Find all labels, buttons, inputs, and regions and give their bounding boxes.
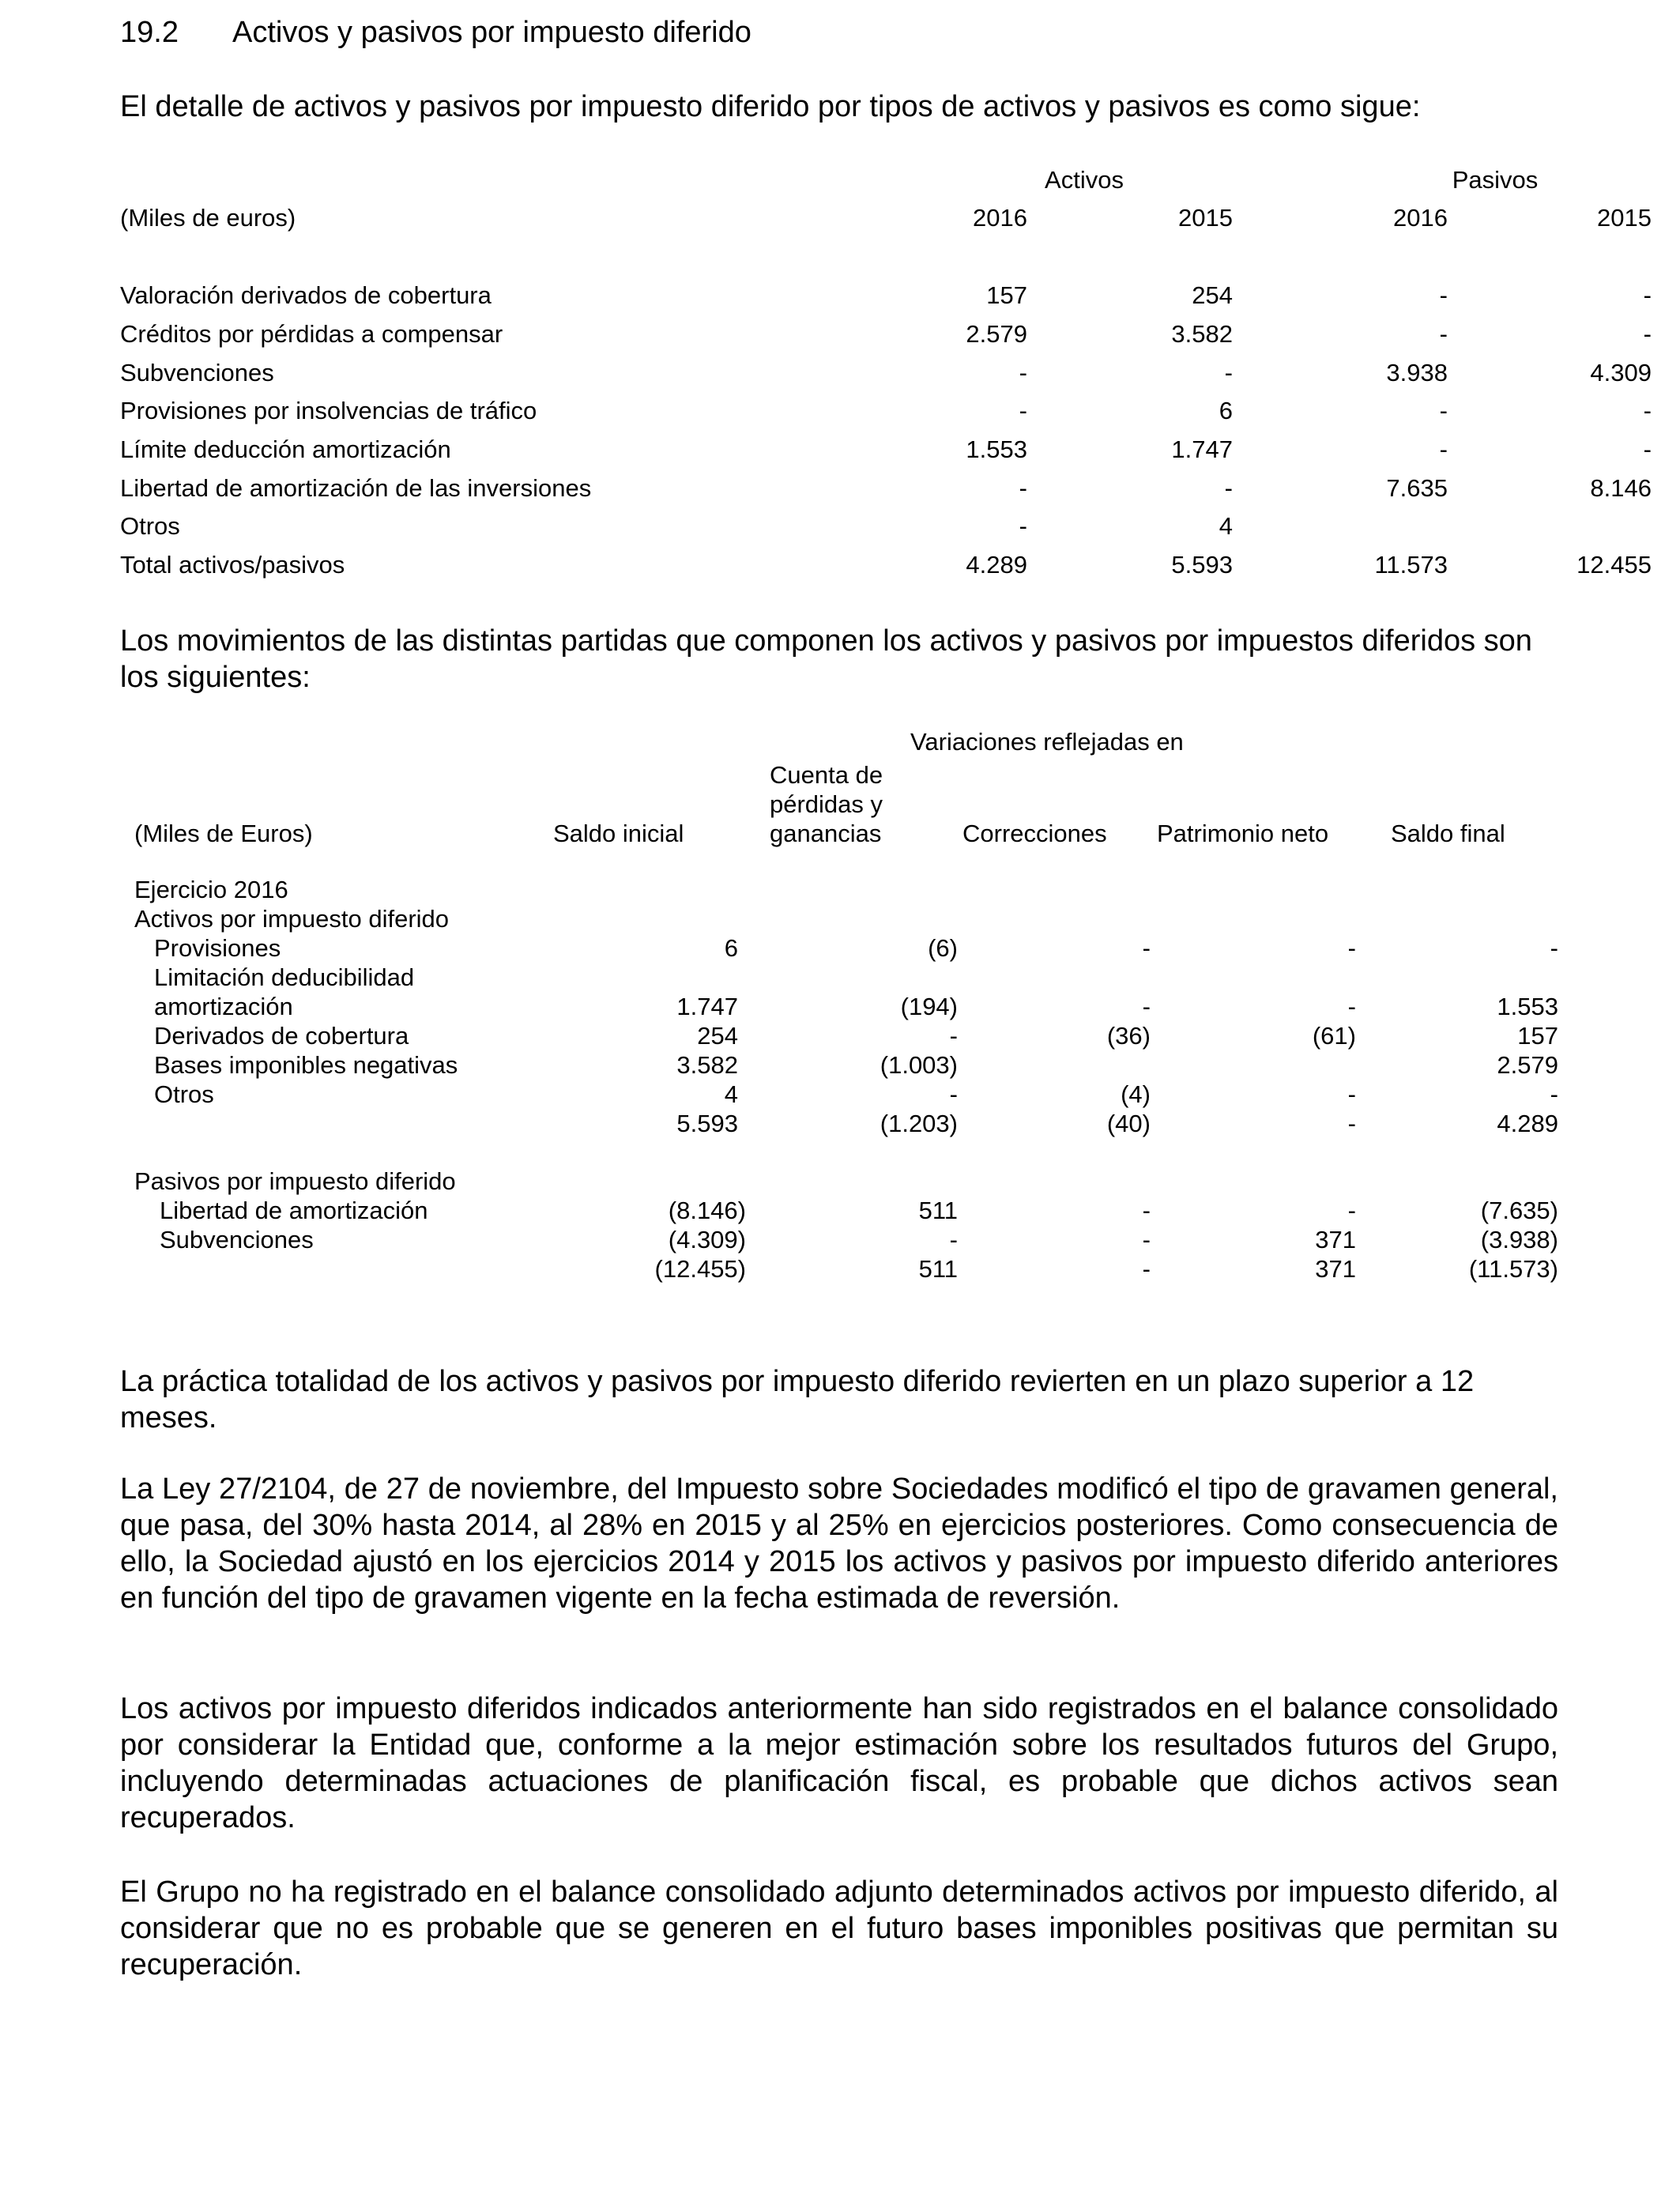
table2-cell: - — [1142, 934, 1151, 962]
table1-cell: - — [1439, 320, 1448, 348]
table1-row-label: Créditos por pérdidas a compensar — [120, 320, 503, 348]
table1-cell: 7.635 — [1386, 474, 1448, 502]
table1-row-label: Valoración derivados de cobertura — [120, 281, 492, 309]
table1-cell: - — [1439, 281, 1448, 309]
body-paragraph: El Grupo no ha registrado en el balance consolidado adjunto determinados activos por impuesto diferido, al considerar que no es probable que se generen en el futuro bases imponibles positivas que permitan su recuperación. — [120, 1875, 1558, 1981]
table2-cell: (7.635) — [1480, 1197, 1558, 1224]
table2-cell: - — [1142, 1226, 1151, 1253]
table2-cell: 4 — [724, 1080, 738, 1108]
table1-cell: 11.573 — [1374, 551, 1448, 579]
table1-cell: 8.146 — [1590, 474, 1652, 502]
table1-cell: 1.747 — [1171, 435, 1233, 463]
table2-pasivos-title: Pasivos por impuesto diferido — [134, 1167, 456, 1195]
table2-col-saldo-final: Saldo final — [1391, 820, 1505, 847]
table2-cell: - — [1142, 1197, 1151, 1224]
table1-cell: - — [1643, 281, 1652, 309]
table1-row — [120, 474, 1652, 506]
table1-cell: - — [1019, 512, 1027, 540]
table1-cell: 4.289 — [966, 551, 1027, 579]
table2-activos-title: Activos por impuesto diferido — [134, 905, 450, 933]
table2-row-label: Provisiones — [154, 934, 281, 962]
table1-row-label: Total activos/pasivos — [120, 551, 345, 579]
table1-unit-label: (Miles de euros) — [120, 204, 296, 232]
table2-variations-header: Variaciones reflejadas en — [910, 728, 1184, 756]
table1-cell: - — [1643, 320, 1652, 348]
table2-col-pyg-line1: Cuenta de — [770, 761, 883, 789]
table2-cell: (36) — [1106, 1022, 1151, 1050]
table2-row-label: Limitación deducibilidad — [154, 963, 415, 991]
table2-row-label: Derivados de cobertura — [154, 1022, 409, 1050]
table1-year-header-cell: 2016 — [1393, 204, 1448, 232]
table2-cell: (1.003) — [880, 1051, 958, 1079]
table1-cell: 1.553 — [966, 435, 1027, 463]
table2-cell: - — [1142, 993, 1151, 1020]
table2-activos-total-cell: (1.203) — [880, 1110, 958, 1137]
table1-group-pasivos: Pasivos — [1452, 166, 1539, 194]
table2-col-patrimonio: Patrimonio neto — [1157, 820, 1329, 847]
table1-cell: 3.582 — [1171, 320, 1233, 348]
table1-cell: - — [1643, 435, 1652, 463]
table1-cell: 4.309 — [1590, 359, 1652, 386]
table2-cell: - — [1347, 934, 1356, 962]
table1-row — [120, 359, 1652, 390]
table1-row-label: Subvenciones — [120, 359, 274, 386]
table2-cell: 1.747 — [676, 993, 738, 1020]
table2-col-saldo-inicial: Saldo inicial — [553, 820, 684, 847]
table1-row-label: Libertad de amortización de las inversiones — [120, 474, 592, 502]
table2-pasivos-total-cell: (12.455) — [654, 1255, 746, 1283]
table1-cell: 254 — [1192, 281, 1233, 309]
table2-cell: (6) — [928, 934, 958, 962]
table2-cell: - — [949, 1022, 958, 1050]
table2-pasivos-total-cell: - — [1142, 1255, 1151, 1283]
table2-row-label: Libertad de amortización — [160, 1197, 428, 1224]
table1-cell: - — [1019, 359, 1027, 386]
table2-cell: (8.146) — [668, 1197, 746, 1224]
table2-cell: 1.553 — [1497, 993, 1558, 1020]
section-heading — [120, 16, 751, 50]
table2-cell: - — [1347, 1197, 1356, 1224]
table1-cell: - — [1224, 474, 1233, 502]
table2-cell: 157 — [1517, 1022, 1558, 1050]
table2-cell: (3.938) — [1480, 1226, 1558, 1253]
table1-year-header-cell: 2015 — [1597, 204, 1652, 232]
table2-ejercicio-label: Ejercicio 2016 — [134, 876, 288, 903]
table1-row — [120, 435, 1652, 467]
table2-cell: 6 — [724, 934, 738, 962]
body-paragraph: Los activos por impuesto diferidos indicados anteriormente han sido registrados en el balance consolidado por considerar la Entidad que, conforme a la mejor estimación sobre los resultados futuros del Grupo, incluyendo determinadas actuaciones de planificación fiscal, es probable que dichos activos sean recuperados. — [120, 1692, 1558, 1834]
table1-cell: 4 — [1219, 512, 1233, 540]
table2-activos-total-cell: 5.593 — [676, 1110, 738, 1137]
table1-cell: 157 — [986, 281, 1027, 309]
table2-cell: 511 — [918, 1197, 958, 1224]
table2-row-label-line2: amortización — [154, 993, 293, 1020]
table1-group-activos: Activos — [1045, 166, 1124, 194]
table2-cell: 3.582 — [676, 1051, 738, 1079]
table2-cell: - — [1550, 1080, 1558, 1108]
table1-row — [120, 397, 1652, 428]
table1-cell: 6 — [1219, 397, 1233, 424]
section-number: 19.2 — [120, 16, 179, 49]
table1-row-label: Límite deducción amortización — [120, 435, 451, 463]
table1-total-row — [120, 551, 1652, 582]
body-paragraph: La Ley 27/2104, de 27 de noviembre, del Impuesto sobre Sociedades modificó el tipo de gravamen general, que pasa, del 30% hasta 2014, al 28% en 2015 y al 25% en ejercicios posteriores. Como consecuencia de ello, la Sociedad ajustó en los ejercicios 2014 y 2015 los activos y pasivos por impuesto diferido anteriores en función del tipo de gravamen vigente en la fecha estimada de reversión. — [120, 1472, 1558, 1615]
table2-activos-total-cell: 4.289 — [1497, 1110, 1558, 1137]
table1-year-header-cell: 2016 — [973, 204, 1027, 232]
table1-cell: 5.593 — [1171, 551, 1233, 579]
table2-activos-total-cell: - — [1347, 1110, 1356, 1137]
table1-row — [120, 512, 1558, 544]
table2-col-pyg-line3: ganancias — [770, 820, 882, 847]
table2-cell: (194) — [900, 993, 958, 1020]
table2-cell: 2.579 — [1497, 1051, 1558, 1079]
table2-cell: - — [1347, 1080, 1356, 1108]
table2-cell: 371 — [1315, 1226, 1356, 1253]
table1-row — [120, 320, 1652, 352]
intro-paragraph: El detalle de activos y pasivos por impuesto diferido por tipos de activos y pasivos es como sigue: — [120, 90, 1421, 123]
table2-cell: 254 — [697, 1022, 738, 1050]
table1-row-label: Otros — [120, 512, 180, 540]
table1-cell: - — [1019, 474, 1027, 502]
table1-cell: - — [1019, 397, 1027, 424]
table1-row-label: Provisiones por insolvencias de tráfico — [120, 397, 537, 424]
table2-activos-total-cell: (40) — [1106, 1110, 1151, 1137]
table1-cell: - — [1643, 397, 1652, 424]
table2-unit-label: (Miles de Euros) — [134, 820, 313, 847]
table2-pasivos-total-cell: (11.573) — [1468, 1255, 1558, 1283]
table2-cell: - — [1347, 993, 1356, 1020]
table2-cell: - — [1550, 934, 1558, 962]
table1-row — [120, 281, 1652, 313]
table1-cell: - — [1439, 397, 1448, 424]
section-title: Activos y pasivos por impuesto diferido — [232, 16, 751, 49]
table2-cell: (4) — [1121, 1080, 1151, 1108]
table1-cell: 3.938 — [1386, 359, 1448, 386]
movements-paragraph: Los movimientos de las distintas partidas que componen los activos y pasivos por impuestos diferidos son los siguientes: — [120, 624, 1532, 694]
table1-cell: - — [1439, 435, 1448, 463]
table1-group-header — [120, 166, 1558, 198]
table2-row-label: Bases imponibles negativas — [154, 1051, 458, 1079]
table2-col-correcciones: Correcciones — [962, 820, 1107, 847]
table2-row-label: Subvenciones — [160, 1226, 314, 1253]
table1-cell: - — [1224, 359, 1233, 386]
table2-pasivos-total-cell: 371 — [1315, 1255, 1356, 1283]
table1-cell: 2.579 — [966, 320, 1027, 348]
table2-cell: (61) — [1312, 1022, 1356, 1050]
table2-cell: - — [949, 1226, 958, 1253]
table1-cell: 12.455 — [1576, 551, 1652, 579]
body-paragraph: La práctica totalidad de los activos y pasivos por impuesto diferido revierten en un plazo superior a 12 meses. — [120, 1365, 1475, 1434]
table2-col-pyg-line2: pérdidas y — [770, 790, 883, 818]
table2-row-label: Otros — [154, 1080, 214, 1108]
table1-year-header-cell: 2015 — [1178, 204, 1233, 232]
table2-cell: - — [949, 1080, 958, 1108]
table2-pasivos-total-cell: 511 — [918, 1255, 958, 1283]
table1-year-header — [120, 204, 1652, 236]
table2-cell: (4.309) — [668, 1226, 746, 1253]
